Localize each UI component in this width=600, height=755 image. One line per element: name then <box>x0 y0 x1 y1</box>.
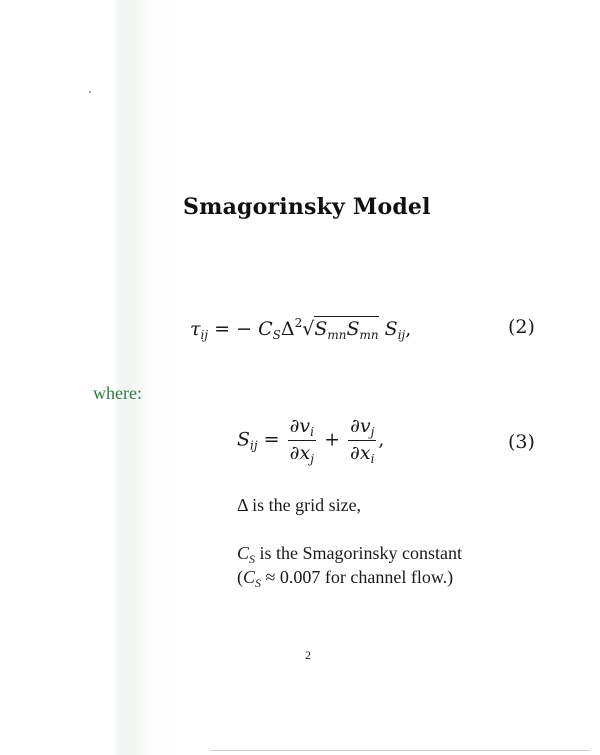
dx-i: ∂x <box>350 442 371 464</box>
open-paren: ( <box>237 567 243 587</box>
tau-subscript: ij <box>200 328 209 342</box>
cs-description-line-1 <box>237 543 462 567</box>
fraction-1-numerator <box>288 415 316 441</box>
cs-subscript: S <box>249 552 256 566</box>
dx-j-sub: j <box>310 452 314 466</box>
plus-sign: + <box>324 428 340 451</box>
equals-sign: = <box>263 428 280 451</box>
s-mn-2: S <box>346 318 360 340</box>
fraction-2 <box>348 415 376 466</box>
s-ij-lhs: S <box>237 428 251 451</box>
delta-superscript: 2 <box>294 316 303 330</box>
sqrt-symbol: √ <box>302 318 315 340</box>
s-ij-lhs-sub: ij <box>250 438 258 453</box>
fraction-2-numerator <box>348 415 376 441</box>
delta-symbol: Δ <box>280 318 295 340</box>
where-label: where: <box>93 383 142 403</box>
cs-text: is the Smagorinsky constant <box>255 543 462 563</box>
s-ij: S <box>384 318 398 340</box>
page-title: Smagorinsky Model <box>183 194 431 220</box>
cs-description-line-2 <box>237 567 453 591</box>
fraction-1 <box>288 415 316 466</box>
fraction-2-denominator <box>348 441 376 466</box>
equation-3-comma: , <box>378 428 385 451</box>
c-symbol: C <box>258 318 273 340</box>
dv-i: ∂v <box>289 415 311 437</box>
dv-i-sub: i <box>310 425 315 439</box>
cs-value-text: ≈ 0.007 for channel flow.) <box>261 567 454 587</box>
dx-j: ∂x <box>289 442 311 464</box>
equation-3 <box>237 415 384 466</box>
dv-j-sub: j <box>370 425 375 439</box>
tau-symbol: τ <box>190 318 201 340</box>
dv-j: ∂v <box>350 415 371 437</box>
equals-minus: = − <box>214 318 253 340</box>
sqrt-radicand <box>314 316 378 340</box>
fraction-1-denominator <box>288 441 316 466</box>
c-subscript: S <box>272 328 281 342</box>
scan-edge-line <box>210 750 590 751</box>
s-mn-2-sub: mn <box>359 328 379 342</box>
equation-number-2: (2) <box>508 316 535 338</box>
equation-number-3: (3) <box>508 431 535 453</box>
s-mn-1: S <box>314 318 328 340</box>
delta-description: Δ is the grid size, <box>237 495 362 515</box>
s-ij-sub: ij <box>397 328 406 342</box>
s-mn-1-sub: mn <box>327 328 347 342</box>
cs-subscript-2: S <box>255 576 262 590</box>
equation-2-comma: , <box>405 318 412 340</box>
cs-symbol: C <box>237 543 250 563</box>
cs-symbol-2: C <box>243 567 256 587</box>
dx-i-sub: i <box>370 452 375 466</box>
speck-mark <box>89 91 91 93</box>
page-number: 2 <box>305 648 311 662</box>
equation-2 <box>190 316 411 342</box>
